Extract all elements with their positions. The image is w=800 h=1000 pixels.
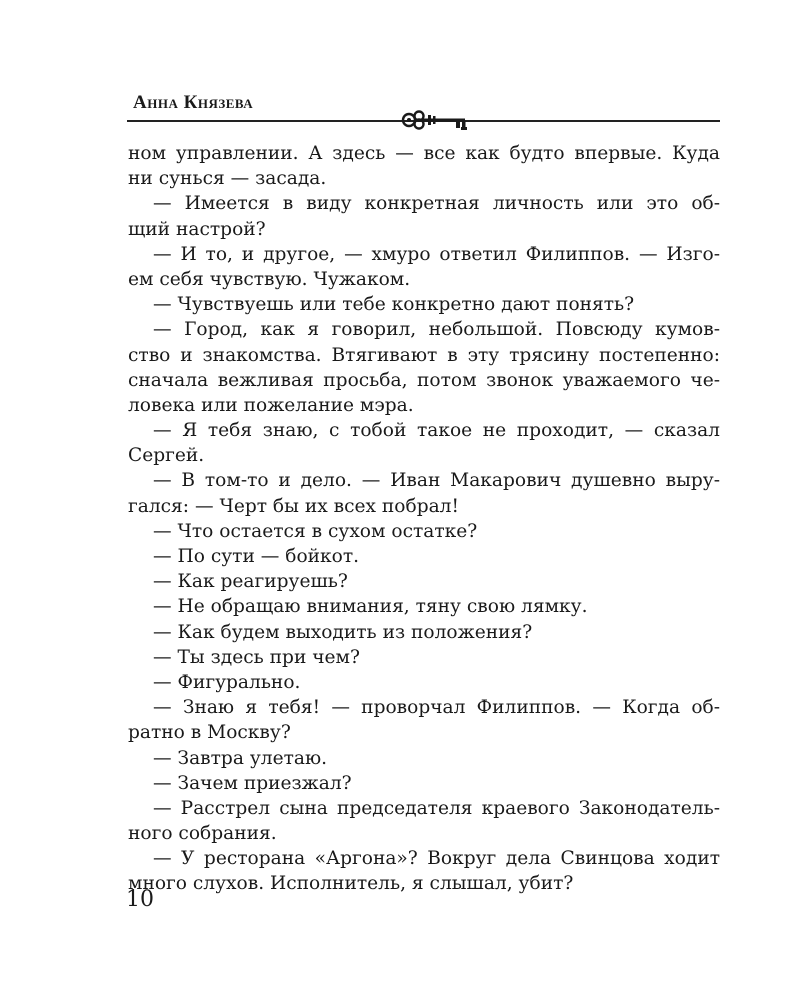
text-line: сначала вежливая просьба, потом звонок уважаемого че- [128, 369, 720, 391]
text-line: ни сунься — засада. [128, 168, 327, 190]
text-line: ратно в Москву? [128, 722, 291, 744]
text-line: ном управлении. А здесь — все как будто впервые. Куда [128, 143, 720, 164]
text-line: — И то, и другое, — хмуро ответил Филиппов. — Изго- [153, 243, 720, 265]
text-line: ство и знакомства. Втягивают в эту трясину постепенно: [128, 344, 720, 366]
text-line: гался: — Черт бы их всех побрал! [128, 495, 459, 517]
text-line: — Что остается в сухом остатке? [153, 520, 478, 542]
text-line: — Знаю я тебя! — проворчал Филиппов. — Когда об- [153, 697, 720, 719]
text-line: — Фигурально. [153, 671, 301, 693]
text-line: — Завтра улетаю. [153, 747, 328, 769]
text-line: — Я тебя знаю, с тобой такое не проходит, — сказал [153, 420, 720, 442]
text-line: — Как будем выходить из положения? [153, 621, 533, 643]
running-head-author: Анна Князева [133, 92, 254, 113]
text-line: щий настрой? [128, 218, 266, 240]
text-line: много слухов. Исполнитель, я слышал, убит? [128, 873, 574, 895]
text-line: Сергей. [128, 445, 205, 467]
text-line: ем себя чувствую. Чужаком. [128, 268, 411, 290]
body-text [128, 141, 720, 897]
text-line: — Имеется в виду конкретная личность или это об- [153, 193, 720, 215]
text-line: — Зачем приезжал? [153, 772, 352, 794]
text-line: — Как реагируешь? [153, 571, 348, 593]
text-line: — Расстрел сына председателя краевого Законодатель- [153, 797, 720, 819]
text-line: — Город, как я говорил, небольшой. Повсюду кумов- [153, 319, 720, 341]
text-line: ловека или пожелание мэра. [128, 394, 414, 416]
text-line: — Чувствуешь или тебе конкретно дают понять? [153, 294, 635, 316]
text-line: — В том-то и дело. — Иван Макарович душевно выру- [153, 470, 720, 492]
key-icon [400, 106, 472, 134]
text-line: — Не обращаю внимания, тяну свою лямку. [153, 596, 588, 618]
text-line: ного собрания. [128, 823, 277, 845]
text-line: — У ресторана «Аргона»? Вокруг дела Свинцова ходит [153, 848, 720, 870]
text-line: — Ты здесь при чем? [153, 646, 360, 668]
text-line: — По сути — бойкот. [153, 546, 360, 567]
page-number: 10 [126, 887, 154, 912]
